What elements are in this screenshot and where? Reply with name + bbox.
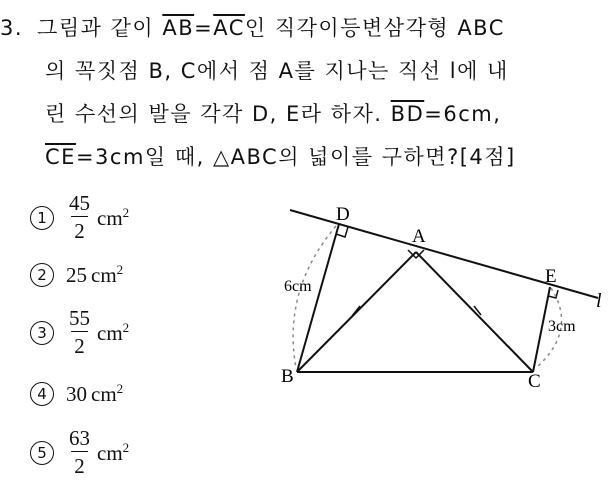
choice-mark: 5 [30,441,54,465]
choice-value: 30 [66,381,87,406]
question-line-2: 의 꼭짓점 B, C에서 점 A를 지나는 직선 l에 내 [45,59,509,83]
choice-value: 25 [66,262,87,287]
choice-mark: 2 [30,263,54,287]
label-a: A [412,226,426,247]
segment-ce: $\overline{CE}$ [45,145,76,169]
segment-ac-line [416,252,533,372]
choice-mark: 4 [30,382,54,406]
question-line-1: 3. 그림과 같이 $\overline{AB}=\overline{AC}$인 직각이등변삼각형 ABC [0,16,505,40]
segment-ab: $\overline{AB}$ [162,16,195,40]
choice-1[interactable]: 1 $\frac{45}{2}$ $cm^2$ [30,190,129,245]
fraction: $\frac{45}{2}$ [69,191,90,243]
choice-4[interactable]: 4 30 $cm^2$ [30,381,123,407]
label-bd: 6cm [284,278,312,295]
choice-mark: 1 [30,206,54,230]
label-d: D [336,204,350,225]
arc-bd [293,226,336,368]
choice-2[interactable]: 2 25 $cm^2$ [30,262,123,288]
label-ce: 3cm [548,318,576,335]
label-c: C [528,371,541,392]
question-line-3: 린 수선의 발을 각각 D, E라 하자. $\overline{BD}=6cm$, [45,102,502,126]
question-number: 3. [0,16,24,40]
fraction: $\frac{63}{2}$ [69,426,90,478]
choice-mark: 3 [30,321,54,345]
label-l: l [596,290,602,312]
fraction: $\frac{55}{2}$ [69,306,90,358]
segment-ac: $\overline{AC}$ [213,16,245,40]
label-b: B [281,366,294,387]
question-line-4: $\overline{CE}=3cm$일 때, △ABC의 넓이를 구하면?[4점] [45,145,516,169]
choice-3[interactable]: 3 $\frac{55}{2}$ $cm^2$ [30,305,129,360]
label-e: E [545,266,557,287]
segment-bd: $\overline{BD}$ [390,102,425,126]
choice-5[interactable]: 5 $\frac{63}{2}$ $cm^2$ [30,425,129,480]
